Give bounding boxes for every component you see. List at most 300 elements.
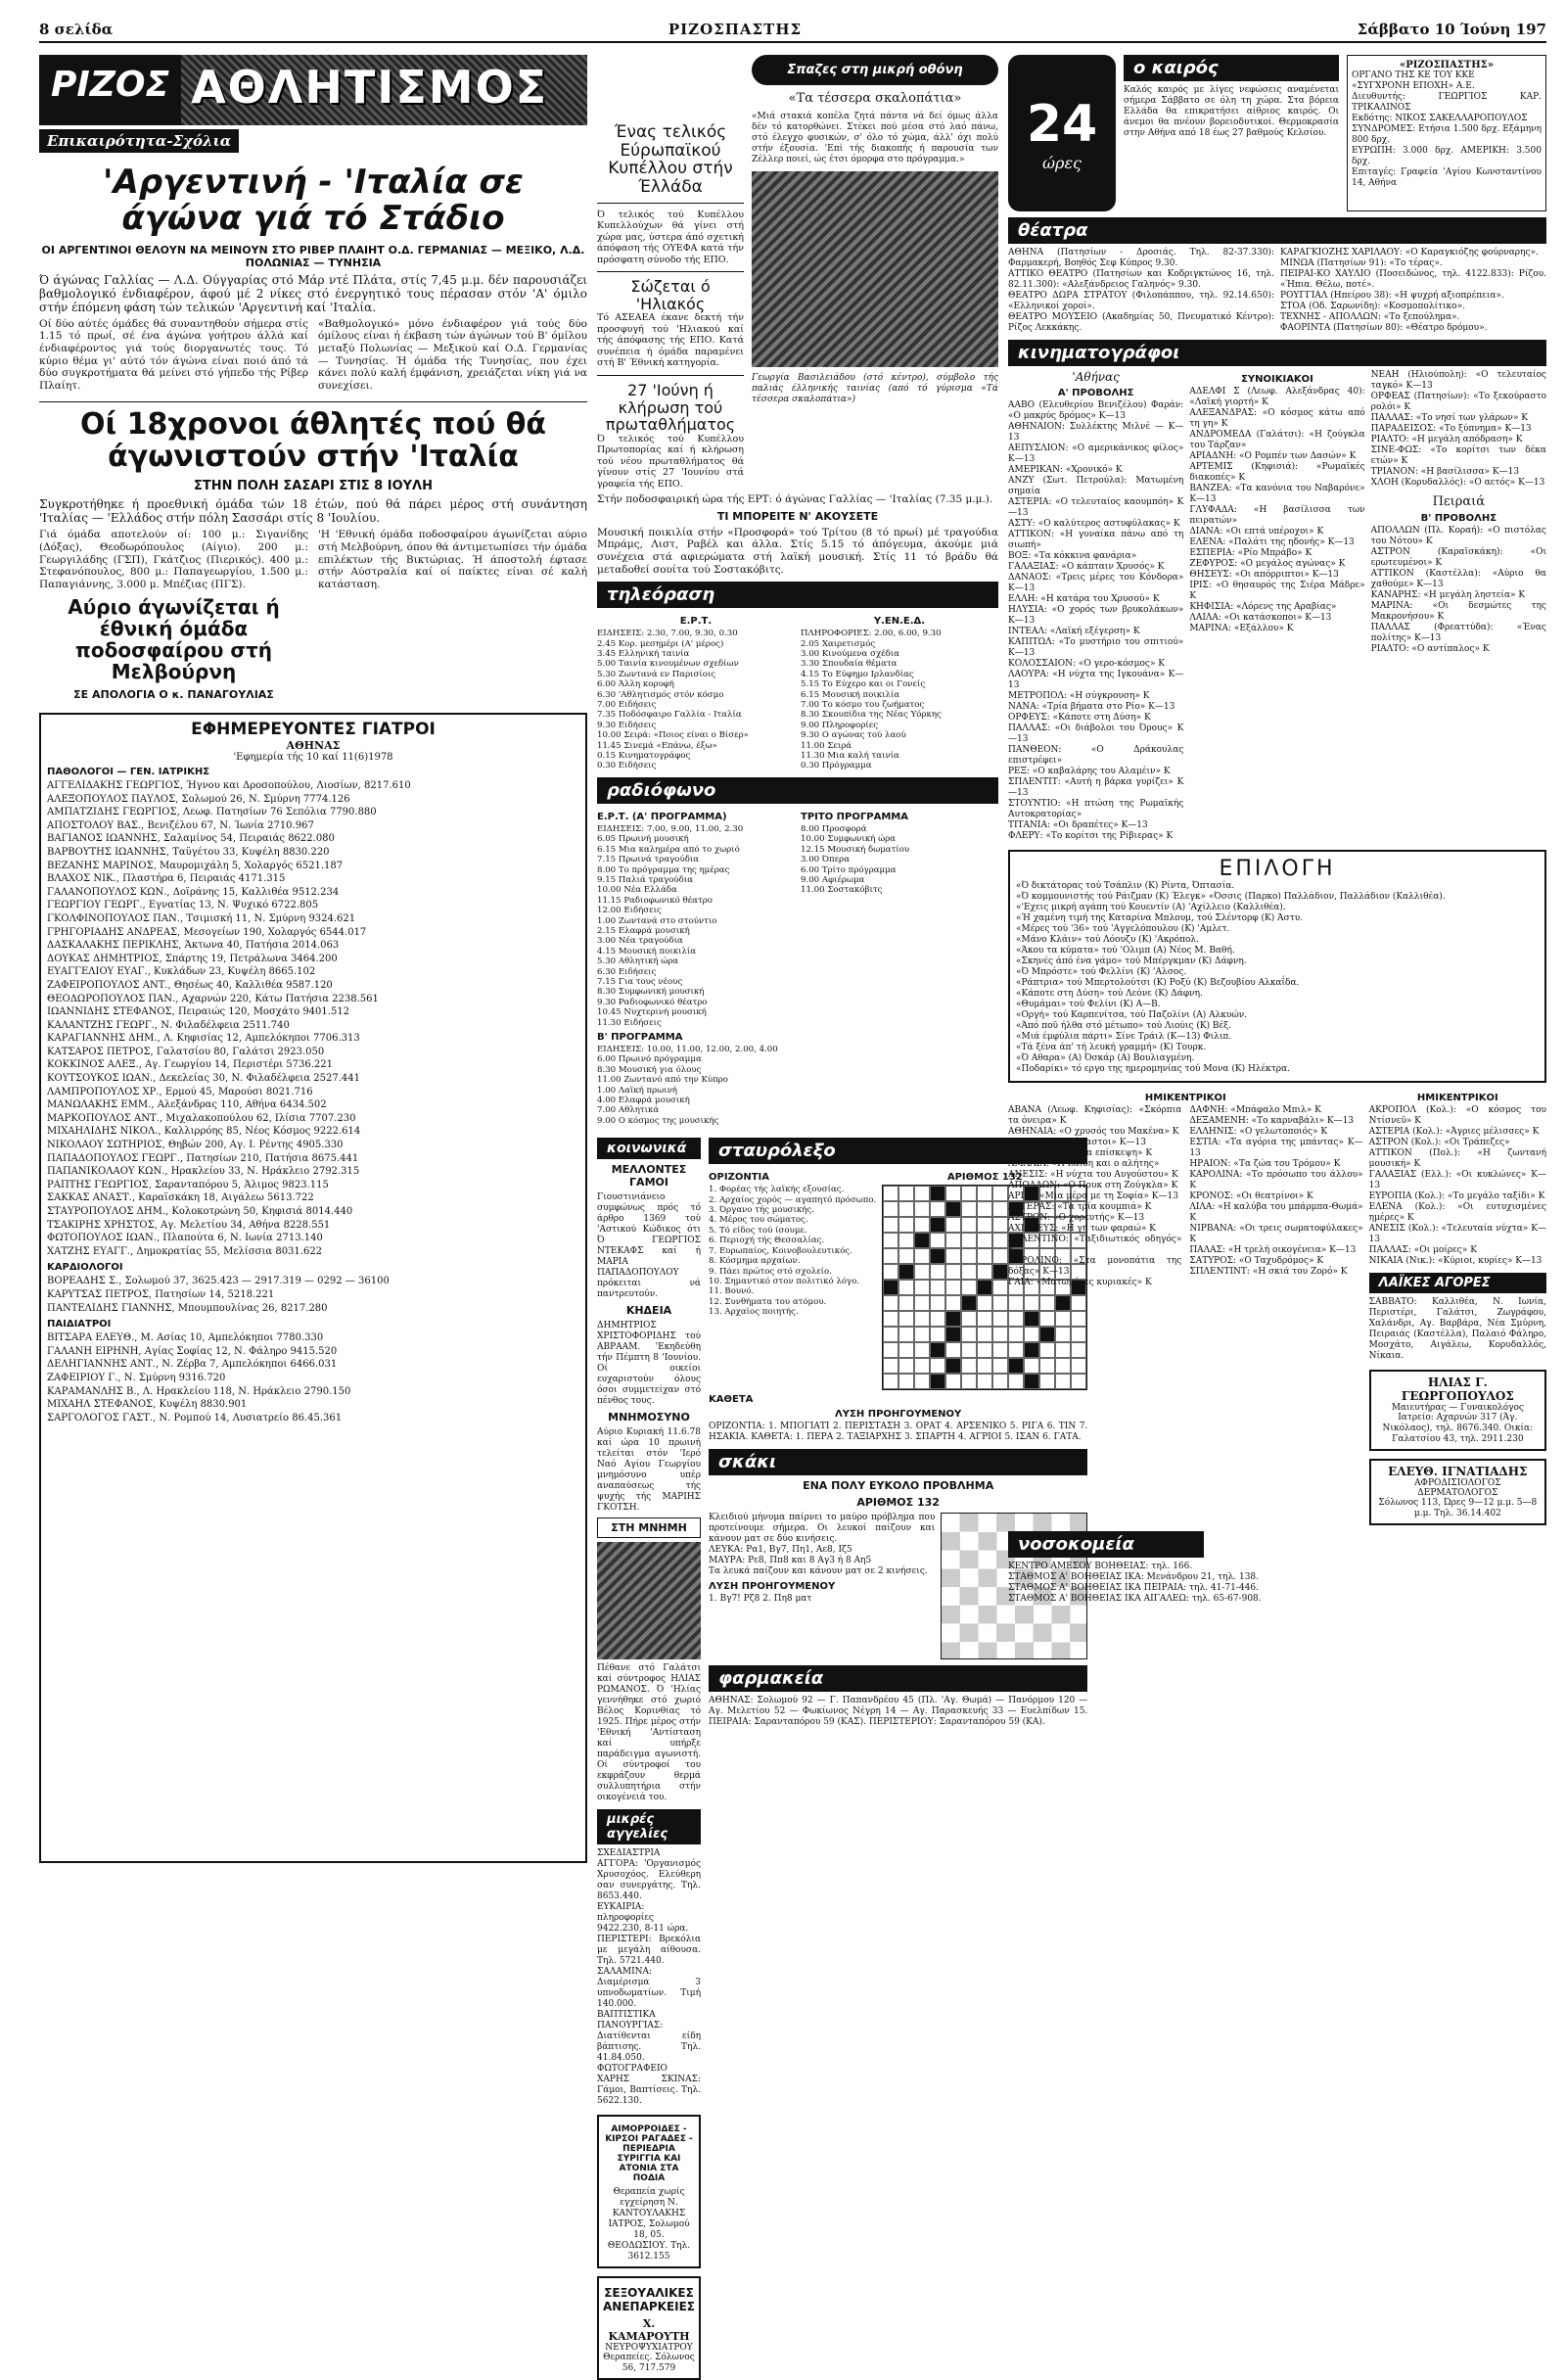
crossword-clue: 9. Πάει πρώτος στό σχολείο. (709, 1266, 832, 1277)
choice-entry: «Μέρες τού '36» τού 'Αγγελόπουλου (Κ) 'Αμλετ. (1016, 924, 1230, 935)
cinema-entry: ΑΙΓΛΗ: «Οι αδάμαστοι» Κ—13 (1008, 1138, 1146, 1148)
crossword-cell (992, 1264, 1008, 1280)
article-body: «Βαθμολογικό» μόνο ένδιαφέρον γιά τούς δύο όμίλους είναι ή έκβαση τών άγώνων τού Β' όμίλου μεταξύ Πολωνίας — Μεξικού καί Ο.Δ. Γερμανίας — Τυνησίας. Ή όμάδα τής Τυνησίας, που έχει κάνει πολύ καλή έμφάνιση, χρειάζεται νίκη γιά να συνεχίσει. (318, 317, 587, 392)
crossword-cell (945, 1295, 961, 1311)
doctor-entry: ΧΑΤΖΗΣ ΕΥΑΓΓ., Δημοκρατίας 55, Μελίσσια 8031.622 (47, 1245, 323, 1257)
doctor-entry: ΘΕΟΔΩΡΟΠΟΥΛΟΣ ΠΑΝ., Αχαρνών 220, Κάτω Πατήσια 2238.561 (47, 993, 379, 1004)
publisher-line: Διευθυντής: ΓΕΩΡΓΙΟΣ ΚΑΡ. ΤΡΙΚΑΛΙΝΟΣ (1352, 92, 1542, 113)
neuro-ad-body: Θεραπείες. Σόλωνος 56, 717.579 (603, 2353, 695, 2374)
radio-third-head: ΤΡΙΤΟ ΠΡΟΓΡΑΜΜΑ (801, 811, 908, 822)
publisher-line: Επιταγές: Γραφεία 'Αγίου Κωνσταντίνου 14, Αθήνα (1352, 167, 1542, 188)
small-ad: ΣΑΛΑΜΙΝΑ: Διαμέρισμα 3 υπνοδωματίων. Τιμή 140.000. (597, 1967, 702, 2010)
cinema-entry: ΠΑΛΛΑΣ: «Οι διάβολοι του Όρους» Κ—13 (1008, 723, 1184, 744)
crossword-cell (914, 1264, 930, 1280)
doctor-entry: ΜΑΝΩΛΑΚΗΣ ΕΜΜ., Αλεξάνδρας 110, Αθήνα 6434.502 (47, 1099, 327, 1111)
radio-highlight-title: ΤΙ ΜΠΟΡΕΙΤΕ Ν' ΑΚΟΥΣΕΤΕ (716, 509, 879, 523)
crossword-clue: 7. Ευρωπαίος, Κοινοβουλευτικός. (709, 1245, 852, 1256)
doctor-group-head: ΠΑΙΔΙΑΤΡΟΙ (47, 1319, 112, 1330)
cinema-entry: ΝΙΡΒΑΝΑ: «Οι τρεις σωματοφύλακες» Κ (1189, 1224, 1363, 1245)
in-memory-head: ΣΤΗ ΜΝΗΜΗ (597, 1517, 701, 1538)
cinema-entry: ΘΗΣΕΥΣ: «Οι απόρριπτοι» Κ—13 (1189, 570, 1339, 580)
crossword-number: ΑΡΙΘΜΟΣ 132 (946, 1172, 1023, 1184)
crossword-cell (945, 1201, 961, 1217)
doctor-ad-2-addr: Σόλωνος 113, Ώρες 9—12 μ.μ. 5—8 μ.μ. Τηλ. 36.14.402 (1378, 1498, 1538, 1519)
weather-title: ο καιρός (1124, 55, 1339, 81)
doctor-entry: ΔΕΛΗΓΙΑΝΝΗΣ ΑΝΤ., Ν. Ζέρβα 7, Αμπελόκηποι 6466.031 (47, 1359, 338, 1371)
crossword-cell (977, 1342, 992, 1358)
cinema-entry: ΜΑΡΙΝΑ: «Οι δεσμώτες της Μακρονήσου» Κ (1370, 601, 1546, 622)
cinema-entry: ΕΣΤΙΑ: «Τα αγόρια της μπάντας» Κ—13 (1189, 1138, 1363, 1159)
doctor-entry: ΚΟΚΚΙΝΟΣ ΑΛΕΞ., Αγ. Γεωργίου 14, Περιστέρι 5736.221 (47, 1059, 333, 1071)
theatre-entry: ΜΙΝΩΑ (Πατησίων 91): «Το τέρας». (1280, 258, 1443, 268)
cinema-entry: ΑΜΑΛΙΑ: «Η λαίδη και ο αλήτης» (1008, 1159, 1160, 1170)
crossword-cell (961, 1248, 977, 1264)
tv-program-line: 9.30 Ειδήσεις (597, 720, 657, 730)
tv-program-line: 7.00 Ειδήσεις (597, 700, 657, 711)
cinema-entry: ΦΛΕΡΥ: «Το κορίτσι της Ρίβιερας» Κ (1008, 831, 1174, 841)
subhead-argentina: ΟΙ ΑΡΓΕΝΤΙΝΟΙ ΘΕΛΟΥΝ ΝΑ ΜΕΙΝΟΥΝ ΣΤΟ ΡΙΒΕΡ ΠΛΑΙΗΤ Ο.Δ. ΓΕΡΜΑΝΙΑΣ — ΜΕΞΙΚΟ, Λ.Δ. ΠΟΛΩΝΙΑΣ — ΤΥΝΗΣΙΑ (41, 243, 585, 269)
cinema-entry: ΛΑΟΥΡΑ: «Η νύχτα της Ιγκουάνα» Κ—13 (1008, 670, 1184, 690)
radio-a-head: Ε.Ρ.Τ. (Α' ΠΡΟΓΡΑΜΜΑ) (597, 811, 727, 822)
crossword-cell (930, 1374, 945, 1389)
chess-solution: 1. Βγ7! Ρζ8 2. Πη8 ματ (709, 1594, 812, 1605)
yened-tv-head: Υ.ΕΝ.Ε.Δ. (873, 616, 926, 628)
24-logo: 24 (1026, 94, 1098, 154)
theatre-entry: ΦΑΟΡΙΝΤΑ (Πατησίων 80): «Θέατρο δρόμου». (1280, 323, 1488, 333)
crossword-cell (977, 1327, 992, 1342)
lead-paragraph: Συγκροτήθηκε ή προεθνική όμάδα τών 18 έτών, πού θά πάρει μέρος στή συνάντηση 'Ιταλίας — 'Ελλάδος στήν πόλη Σασσάρι στίς 8 'Ιουλίου. (39, 497, 587, 526)
theatre-entry: ΚΑΡΑΓΚΙΟΖΗΣ ΧΑΡΙΛΑΟΥ: «Ο Καραγκιόζης φούρναρης». (1280, 248, 1539, 257)
crossword-cell (977, 1186, 992, 1201)
tv-section-title: τηλεόραση (597, 582, 998, 608)
choice-box (1008, 850, 1546, 1083)
publisher-line: Εκδότης: ΝΙΚΟΣ ΣΑΚΕΛΛΑΡΟΠΟΥΛΟΣ (1352, 114, 1528, 123)
small-ads-title: μικρές αγγελίες (597, 1809, 701, 1844)
doctor-entry: ΚΑΤΣΑΡΟΣ ΠΕΤΡΟΣ, Γαλατσίου 80, Γαλάτσι 2923.050 (47, 1046, 325, 1057)
radio-program-line: 4.00 Ελαφρά μουσική (597, 1096, 690, 1106)
cinema-entry: ΑΣΤΡΟΝ (Κολ.): «Οι Τράπεζες» (1368, 1138, 1510, 1148)
radio-program-line: 7.15 Για τους νέους (597, 976, 683, 987)
small-ad: ΕΥΚΑΙΡΙΑ: πληροφορίες 9422.230, 8-11 ώρα. (597, 1902, 689, 1935)
radio-b-head: Β' ΠΡΟΓΡΑΜΜΑ (597, 1032, 683, 1043)
crossword-title: σταυρόλεξο (709, 1138, 1087, 1164)
cinema-entry: ΝΕΑΗ (Ηλιούπολη): «Ο τελευταίος ταγκό» Κ—13 (1370, 370, 1546, 391)
radio-program-line: 8.30 Μουσική για όλους (597, 1064, 702, 1075)
theatre-entry: ΑΘΗΝΑ (Πατησίων - Δροσιάς. Τηλ. 82-37.330): Φαρμακερή, Βοηθός Σεφ Κύπρος 9.30. (1008, 248, 1274, 268)
choice-entry: «Ράπτρια» τού Μπερτολούτσι (Κ) Ροξύ (Κ) Βεζουβίου Αλκαΐδα. (1016, 978, 1300, 989)
hospital-entry: ΣΤΑΘΜΟΣ Α' ΒΟΗΘΕΙΑΣ ΙΚΑ ΑΙΓΑΛΕΩ: τηλ. 65-67-908. (1008, 1594, 1262, 1605)
piraeus-head: Πειραιά (1432, 494, 1486, 509)
crossword-cell (930, 1264, 945, 1280)
small-ad: ΒΑΠΤΙΣΤΙΚΑ ΠΑΝΟΥΡΓΙΑΣ: Διατίθενται είδη βάπτισης. Τηλ. 41.84.050. (597, 2010, 702, 2064)
crossword-clue: 2. Αρχαίος χορός — αγαπητό πρόσωπο. (709, 1194, 877, 1205)
crossword-cell (992, 1233, 1008, 1248)
choice-entry: «Άπό ποϋ ήλθα στό μέτωπο» τού Λιούις (Κ) Βέξ. (1016, 1021, 1232, 1032)
clinic-ad (597, 2115, 701, 2268)
cinema-entry: ΠΑΛΛΑΣ: «Οι μοίρες» Κ (1368, 1245, 1477, 1256)
cinema-entry: ΔΕΞΑΜΕΝΗ: «Το καρναβάλι» Κ—13 (1189, 1116, 1355, 1127)
doctor-ad-1-name: ΗΛΙΑΣ Γ. ΓΕΩΡΓΟΠΟΥΛΟΣ (1401, 1376, 1514, 1404)
cinema-entry: ΑΧΙΛΛΕΥΣ: «Η γη των φαραώ» Κ (1008, 1224, 1156, 1235)
issue-date: Σάββατο 10 Ίούνη 197 (1357, 21, 1546, 38)
crossword-cell (914, 1201, 930, 1217)
tv-program-line: 3.45 Ελληνική ταινία (597, 649, 690, 659)
radio-program-line: ΕΙΔΗΣΕΙΣ: 10.00, 11.00, 12.00, 2.00, 4.00 (597, 1045, 778, 1054)
choice-entry: «Ό Μπρόστε» τού Φελλίνι (Κ) 'Αλσος. (1016, 967, 1187, 978)
tv-program-line: 11.00 Σειρά (801, 740, 852, 751)
football-note: Στήν ποδοσφαιρική ώρα τής ΕΡΤ: ό άγώνας Γαλλίας — 'Ιταλίας (7.35 μ.μ.). (597, 493, 993, 506)
cinema-entry: ΜΕΤΡΟΠΟΛ: «Η σύγκρουση» Κ (1008, 691, 1150, 701)
article-columns (39, 318, 587, 397)
tv-program-line: 0.30 Ειδήσεις (597, 761, 657, 771)
crossword-cell (961, 1217, 977, 1233)
neighbour-head: ΗΜΙΚΕΝΤΡΙΚΟΙ (1144, 1093, 1226, 1104)
crossword-cell (883, 1217, 898, 1233)
radio-program-line: 5.30 Αθλητική ώρα (597, 957, 679, 967)
radio-highlight-body: Μουσική ποικιλία στήν «Προσφορά» τού Τρίτου (8 τό πρωί) μέ τραγούδια Μπράμς, Λιστ, Ραβέλ και άλλα. Στίς 5.15 τό άπόγευμα, άκούμε μιά συνέχεια στά αφιερώματα στή λαϊκή μουσική. Στίς 11 τό βράδυ θά μεταδοθεί σουίτα τού Σοστακόβιτς. (597, 526, 998, 576)
subhead-sassari: ΣΤΗΝ ΠΟΛΗ ΣΑΣΑΡΙ ΣΤΙΣ 8 ΙΟΥΛΗ (193, 479, 433, 494)
crossword-cell (883, 1295, 898, 1311)
doctor-entry: ΚΑΡΥΤΣΑΣ ΠΕΤΡΟΣ, Πατησίων 14, 5218.221 (47, 1288, 275, 1300)
tv-program-line: 6.30 'Αθλητισμός στόν κόσμο (597, 689, 724, 700)
choice-entry: «Ό κομμουνιστής τού Ράιζμαν (Κ) Έλεγκ» «Όσσις (Παρκο) Παλλάδιον, Παλλάδιον (Καλλιθέα). (1016, 892, 1446, 903)
chess-white: ΛΕΥΚΑ: Ρα1, Βγ7, Πη1, Αε8, Ιζ5 (709, 1545, 852, 1556)
crossword-cell (930, 1327, 945, 1342)
theatre-entry: ΑΤΤΙΚΟ ΘΕΑΤΡΟ (Πατησίων και Κοδριγκτώνος 16, τηλ. 82.11.300): «Αλεξάνδρειος Γαληνός» 9.30. (1008, 269, 1274, 290)
cinema-entry: ΑΛΕΞΑΝΔΡΑΣ: «Ο κόσμος κάτω από τη γη» Κ (1189, 408, 1365, 429)
crossword-cell (945, 1311, 961, 1327)
sports-banner (39, 55, 587, 125)
doctor-entry: ΕΥΑΓΓΕΛΙΟΥ ΕΥΑΓ., Κυκλάδων 23, Κυψέλη 8665.102 (47, 966, 316, 978)
cinema-entry: ΑΣΤΡΟΝ: «Ο χορευτής» Κ—13 (1008, 1213, 1145, 1224)
cinema-entry: ΡΕΞ: «Ο καβαλάρης του Αλαμέιν» Κ (1008, 767, 1171, 776)
premieres-head: Α' ΠΡΟΒΟΛΗΣ (1057, 388, 1134, 398)
crossword-cell (992, 1217, 1008, 1233)
chess-problem-title: ΕΝΑ ΠΟΛΥ ΕΥΚΟΛΟ ΠΡΟΒΛΗΜΑ (803, 1479, 994, 1493)
tv-program-line: 10.00 Σειρά: «Ποιος είναι ο Βίσερ» (597, 730, 749, 741)
radio-section-title: ραδιόφωνο (597, 777, 998, 804)
crossword-cell (977, 1295, 992, 1311)
crossword-cell (945, 1327, 961, 1342)
cinema-entry: ΑΣΤΡΟΝ (Καραϊσκάκη): «Οι ερωτευμένοι» Κ (1370, 547, 1546, 568)
chess-title: σκάκι (709, 1449, 1087, 1475)
publisher-line: ΕΥΡΩΠΗ: 3.000 δρχ. ΑΜΕΡΙΚΗ: 3.500 δρχ. (1352, 146, 1542, 166)
publisher-line: «ΣΥΓΧΡΟΝΗ ΕΠΟΧΗ» Α.Ε. (1352, 81, 1475, 91)
choice-entry: «Οργή» τού Καρπενίτσα, τού Παζολίνι (Α) Αλκυών. (1016, 1010, 1248, 1021)
tv-program-line: ΠΛΗΡΟΦΟΡΙΕΣ: 2.00, 6.00, 9.30 (801, 629, 942, 639)
radio-program-line: 1.00 Ζωντανά στο στούντιο (597, 915, 717, 926)
cinema-entry: ΚΡΟΝΟΣ: «Οι θεατρίνοι» Κ (1189, 1191, 1313, 1202)
cinema-entry: ΒΟΞ: «Τα κόκκινα φανάρια» (1008, 551, 1137, 561)
radio-program-line: 9.00 Αφιέρωμα (801, 874, 865, 885)
doctor-entry: ΒΑΡΒΟΥΤΗΣ ΙΩΑΝΝΗΣ, Ταϋγέτου 33, Κυψέλη 8830.220 (47, 846, 330, 858)
social-column (597, 1132, 701, 2380)
doctor-entry: ΠΑΠΑΔΟΠΟΥΛΟΣ ΓΕΩΡΓ., Πατησίων 210, Πατήσια 8675.441 (47, 1152, 359, 1164)
divider (39, 401, 587, 402)
crossword-cell (992, 1374, 1008, 1389)
cinemas-title: κινηματογράφοι (1008, 340, 1546, 366)
cinema-entry: ΟΡΦΕΑΣ (Πατησίων): «Το ξεκούραστο ρολόι» Κ (1370, 392, 1546, 412)
cinema-entry: ΑΤΤΙΚΟΝ (Καστέλλα): «Αύριο θα χαθούμε» Κ—13 (1370, 569, 1546, 589)
crossword-cell (883, 1248, 898, 1264)
cinema-entry: ΓΑΛΑΞΙΑΣ: «Ο κάπταιν Χρυσός» Κ (1008, 562, 1165, 572)
radio-program-line: 8.00 Το πρόγραμμα της ημέρας (597, 864, 730, 875)
doctors-title: ΕΦΗΜΕΡΕΥΟΝΤΕΣ ΓΙΑΤΡΟΙ (191, 720, 436, 740)
cinemas-premieres-list (1008, 400, 1183, 842)
doctor-entry: ΣΑΚΚΑΣ ΑΝΑΣΤ., Καραϊσκάκη 18, Αιγάλεω 5613.722 (47, 1192, 314, 1204)
crossword-cell (977, 1280, 992, 1295)
doctor-entry: ΚΑΡΑΓΙΑΝΝΗΣ ΔΗΜ., Λ. Κηφισίας 12, Αμπελόκηποι 7706.313 (47, 1033, 360, 1045)
crossword-cell (883, 1280, 898, 1295)
cinema-entry: ΚΑΝΑΡΗΣ: «Η μεγάλη ληστεία» Κ (1370, 590, 1526, 600)
headline-iliakos: Σώζεται ό 'Ηλιακός (630, 277, 711, 313)
small-ad: ΣΧΕΔΙΑΣΤΡΙΑ ΑΓΓΟΡΑ: 'Οργανισμός Χρυσοχόος. Ελεύθερη σαν συνεργάτης. Τηλ. 8653.440. (597, 1848, 702, 1902)
cinema-entry: ΑΚΡΟΠΟΛ (Κολ.): «Ο κόσμος του Ντίσνεϋ» Κ (1368, 1105, 1546, 1127)
radio-program-line: 11.00 Σοστακόβιτς (801, 885, 883, 896)
crossword-clue: 5. Τό είδος τού ίσουμε. (709, 1225, 807, 1236)
publisher-line: ΟΡΓΑΝΟ ΤΗΣ ΚΕ ΤΟΥ ΚΚΕ (1352, 70, 1475, 80)
chess-black: ΜΑΥΡΑ: Ρε8, Ππ8 και 8 Αγ3 ή 8 Αη5 (709, 1556, 872, 1566)
crossword-cell (930, 1186, 945, 1201)
crossword-clues (709, 1185, 876, 1317)
choice-entry: «Τά ξένα άπ' τή λευκή γραμμή» (Κ) Τουρκ. (1016, 1043, 1207, 1053)
cinema-entry: ΙΡΙΣ: «Ο θησαυρός της Σιέρα Μάδρε» Κ (1189, 581, 1365, 601)
crossword-cell (883, 1233, 898, 1248)
theatres-left (1008, 248, 1274, 334)
crossword-cell (961, 1342, 977, 1358)
chess-mate: Τα λευκά παίζουν και κάνουν ματ σε 2 κινήσεις. (709, 1566, 928, 1577)
choice-title: ΕΠΙΛΟΓΗ (1219, 857, 1336, 881)
crossword-cell (883, 1201, 898, 1217)
doctor-entry: ΔΑΣΚΑΛΑΚΗΣ ΠΕΡΙΚΛΗΣ, Άκτωνα 40, Πατήσια 2014.063 (47, 940, 340, 952)
clinic-ad-title: ΑΙΜΟΡΡΟΙΔΕΣ - ΚΙΡΣΟΙ ΡΑΓΑΔΕΣ - ΠΕΡΙΕΔΡΙΑ ΣΥΡΙΓΓΙΑ ΚΑΙ ΑΤΟΝΙΑ ΣΤΑ ΠΟΔΙΑ (605, 2124, 693, 2184)
crossword-solution-head: ΛΥΣΗ ΠΡΟΗΓΟΥΜΕΝΟΥ (835, 1409, 962, 1421)
sports-section-title: ΑΘΛΗΤΙΣΜΟΣ (181, 55, 587, 125)
crossword-cell (930, 1358, 945, 1374)
doctor-entry: ΒΙΤΣΑΡΑ ΕΛΕΥΘ., Μ. Ασίας 10, Αμπελόκηποι 7780.330 (47, 1332, 324, 1344)
doctor-entry: ΖΑΦΕΙΡΟΠΟΥΛΟΣ ΑΝΤ., Θησέως 40, Καλλιθέα 9587.120 (47, 979, 333, 991)
doctor-ad-2 (1369, 1459, 1546, 1525)
radio-program-line: 10.00 Νέα Ελλάδα (597, 885, 677, 896)
future-marriages: ΜΕΛΛΟΝΤΕΣ ΓΑΜΟΙ (611, 1163, 687, 1190)
crossword-cell (898, 1311, 914, 1327)
doctor-entry: ΠΑΝΤΕΛΙΔΗΣ ΓΙΑΝΝΗΣ, Μπουμπουλίνας 26, 8217.280 (47, 1302, 328, 1314)
24-sub: ώρες (1042, 153, 1082, 172)
doctor-entry: ΝΙΚΟΛΑΟΥ ΣΩΤΗΡΙΟΣ, Θηβών 200, Αγ. Ι. Ρέντης 4905.330 (47, 1140, 344, 1151)
crossword-cell (961, 1233, 977, 1248)
small-ad: ΦΩΤΟΓΡΑΦΕΙΟ ΧΑΡΗΣ ΣΚΙΝΑΣ: Γάμοι, Βαπτίσεις. Τηλ. 5622.130. (597, 2064, 702, 2107)
tv-program-line: 5.00 Ταινία κινουμένων σχεδίων (597, 659, 739, 670)
hospitals-title: νοσοκομεία (1008, 1531, 1204, 1558)
crossword-cell (992, 1280, 1008, 1295)
crossword-cell (992, 1201, 1008, 1217)
doctor-entry: ΒΕΖΑΝΗΣ ΜΑΡΙΝΟΣ, Μαυρομιχάλη 5, Χολαργός 6521.187 (47, 860, 344, 871)
cinema-entry: ΠΑΝΘΕΟΝ: «Ο Δράκουλας επιστρέφει» (1008, 745, 1184, 766)
section-tag: Επικαιρότητα-Σχόλια (39, 129, 239, 153)
doctor-entry: ΚΑΡΑΜΑΝΛΗΣ Β., Λ. Ηρακλείου 118, Ν. Ηράκλειο 2790.150 (47, 1385, 351, 1397)
chess-solution-head: ΛΥΣΗ ΠΡΟΗΓΟΥΜΕΝΟΥ (709, 1581, 836, 1593)
small-ad: ΠΕΡΙΣΤΕΡΙ: Βρεκόλια με μεγάλη αίθουσα. Τηλ. 5721.440. (597, 1935, 702, 1967)
radio-schedules (597, 808, 998, 1126)
social-body: ΔΗΜΗΤΡΙΟΣ ΧΡΙΣΤΟΦΟΡΙΔΗΣ τού ΑΒΡΑΑΜ. 'Εκηδεύθη τήν Πέμπτη 8 'Ιουνίου. Οί οικείοι ευχαριστούν όλους όσοι συμμετείχαν στό πένθος τους. (597, 1321, 702, 1407)
choice-entry: «Ή χαμένη τιμή της Καταρίνα Μπλουμ, τού Σλέντορφ (Κ) Άστυ. (1016, 913, 1304, 924)
crossword-cell (992, 1248, 1008, 1264)
theatre-entry: ΤΕΧΝΗΣ - ΑΠΟΛΛΩΝ: «Το ξεπούλημα». (1280, 312, 1460, 322)
crossword-cell (883, 1264, 898, 1280)
cinema-entry: ΚΑΠΙΤΩΛ: «Το μυστήριο του σπιτιού» Κ—13 (1008, 637, 1184, 658)
headline-cup-final: Ένας τελικός Εύρωπαϊκού Κυπέλλου στήν Έλλάδα (608, 122, 733, 198)
choice-entry: «Θυμάμαι» τού Φελίνι (Κ) Α—Β. (1016, 1000, 1161, 1010)
doctor-entry: ΓΑΛΑΝΟΠΟΥΛΟΣ ΚΩΝ., Δοϊράνης 15, Καλλιθέα 9512.234 (47, 886, 340, 898)
cinema-entry: ΑΝΖΥ (Σωτ. Πετρούλα): Ματωμένη σημαία (1008, 476, 1184, 496)
radio-program-line: 6.00 Πρωινό πρόγραμμα (597, 1054, 702, 1065)
ert-tv-list (597, 629, 795, 771)
crossword-cell (961, 1264, 977, 1280)
cinema-entry: ΑΡΓΩ: «Μια μέρα με τη Σοφία» Κ—13 (1008, 1191, 1178, 1202)
crossword-clue: 8. Κόσμημα αρχαίων. (709, 1256, 801, 1267)
tv-program-line: 6.15 Μουσική ποικιλία (801, 689, 900, 700)
social-title: κοινωνικά (597, 1138, 701, 1159)
hospital-entry: ΣΤΑΘΜΟΣ Α' ΒΟΗΘΕΙΑΣ ΙΚΑ ΠΕΙΡΑΙΑ: τηλ. 41-71-446. (1008, 1583, 1259, 1594)
choice-entry: «Ό δικτάτορας τού Τσάπλιν (Κ) Ρίντα, Όπτασία. (1016, 881, 1235, 892)
yened-tv-list (801, 629, 998, 771)
tv-program-line: 3.00 Κινούμενα σχέδια (801, 649, 899, 659)
radio-b-list (597, 1045, 795, 1126)
neuro-ad-title: ΣΕΞΟΥΑΛΙΚΕΣ ΑΝΕΠΑΡΚΕΙΕΣ (603, 2286, 696, 2314)
crossword-cell (898, 1248, 914, 1264)
doctor-entry: ΓΡΗΓΟΡΙΑΔΗΣ ΑΝΔΡΕΑΣ, Μεσογείων 190, Χολαργός 6544.017 (47, 926, 367, 938)
radio-program-line: 11.00 Ζωντανό από την Κύπρο (597, 1075, 728, 1086)
crossword-cell (992, 1311, 1008, 1327)
crossword-cell (945, 1280, 961, 1295)
pharmacies-body: ΑΘΗΝΑΣ: Σολωμού 92 — Γ. Παπανδρέου 45 (Πλ. 'Αγ. Θωμά) — Πανόρμου 120 — Αγ. Μελετίου 52 — Φωκίωνος Νέγρη 14 — Αγ. Παρασκευής 33 — Ευελπίδων 15. ΠΕΙΡΑΙΑ: Σαρανταπόρου 59 (ΚΑΣ). ΠΕΡΙΣΤΕΡΙΟΥ: Σαρανταπόρου 59 (ΚΑ). (709, 1696, 1088, 1728)
doctor-entry: ΒΟΡΕΑΔΗΣ Σ., Σολωμού 37, 3625.423 — 2917.319 — 0292 — 36100 (47, 1276, 390, 1287)
tv-program-line: 8.30 Σκουπίδια της Νέας Υόρκης (801, 710, 942, 721)
cinema-entry: ΡΙΑΛΤΟ: «Η μεγάλη απόδραση» Κ (1370, 435, 1523, 444)
radio-program-line: 4.15 Μουσική ποικιλία (597, 946, 697, 957)
doctor-ad-1-addr: Ιατρείο: Αχαρνών 317 (Άγ. Νικόλαος), τηλ. 8676.340. Οικία: Γαλατσίου 43, τηλ. 2911.230 (1382, 1413, 1534, 1445)
choice-entry: «Ό Αθαρα» (Α) Όσκάρ (Α) Βουλιαγμένη. (1016, 1053, 1195, 1064)
crossword-cell (914, 1327, 930, 1342)
crossword-cell (945, 1374, 961, 1389)
crossword-clue: 11. Βουνό. (709, 1286, 755, 1297)
crossword-cell (898, 1295, 914, 1311)
doctor-entry: ΑΛΕΞΟΠΟΥΛΟΣ ΠΑΥΛΟΣ, Σολωμού 26, Ν. Σμύρνη 7774.126 (47, 793, 350, 805)
choice-entry: «Ποδαρίκι» τό εργο της ημερομηνίας τού Μονα (Κ) Ηλέκτρα. (1016, 1064, 1291, 1075)
crossword-cell (898, 1233, 914, 1248)
cinema-entry: ΑΒΑΝΑ (Λεωφ. Κηφισίας): «Σκόρπια τα όνειρα» Κ (1008, 1105, 1182, 1127)
crossword-cell (930, 1248, 945, 1264)
crossword-cell (914, 1295, 930, 1311)
crossword-cell (945, 1186, 961, 1201)
doctor-entry: ΑΠΟΣΤΟΛΟΥ ΒΑΣ., Βενιζέλου 67, Ν. Ίωνία 2710.967 (47, 819, 314, 831)
tv-preview-body: «Μιά στακιά κοπέλα ζητά πάντα νά δεί όμως άλλα δέν τό κατορθώνει. Στέκει πού μέσα στό λαό πάνω, στό έλεγχο φυσικών, σ' όλο τό χώμα, άλλ' όχι πολύ στήν έξουσία. 'Επί τής διακοπής ή παρουσία των Ζέλλερ ποιεί, ώς έτσι όμορφα στο πρόγραμμα.» (752, 112, 998, 164)
social-body: Πέθανε στό Γαλάτσι καί σύντροφος ΗΛΙΑΣ ΡΩΜΑΝΟΣ. Ό 'Ηλίας γεννήθηκε στό χωριό Βέλος Κορινθίας τό 1925. Πήρε μέρος στήν 'Εθνική 'Αντίσταση καί υπήρξε παράδειγμα αγωνιστή. Οί σύντροφοί του εκφράζουν θερμά συλλυπητήρια στήν οικογένειά του. (597, 1663, 702, 1803)
cinema-entry: ΛΑΙΛΑ: «Οι κατάσκοποι» Κ—13 (1189, 613, 1332, 623)
tv-program-line: 2.45 Κορ. μεσημέρι (Α' μέρος) (597, 638, 724, 649)
right2-list (1369, 1105, 1546, 1267)
cinema-entry: ΧΛΟΗ (Κορυδαλλός): «Ο αετός» Κ—13 (1370, 478, 1545, 488)
folk-markets-title: ΛΑΪΚΕΣ ΑΓΟΡΕΣ (1369, 1273, 1546, 1293)
doctor-entry: ΓΑΛΑΝΗ ΕΙΡΗΝΗ, Αγίας Σοφίας 12, Ν. Φάληρο 9415.520 (47, 1345, 338, 1357)
cinema-entry: ΑΣΤΕΡΙΑ (Κολ.): «Άγριες μέλισσες» Κ (1368, 1127, 1540, 1138)
cinema-entry: ΒΑΛΕΝΤΙΝΟ: «Ταξιδιωτικός οδηγός» Κ (1008, 1235, 1182, 1256)
radio-program-line: 10.45 Νυχτερινή μουσική (597, 1007, 707, 1018)
crossword-cell (914, 1233, 930, 1248)
choice-entry: «Κάποτε στη Δύση» τού Λεόνε (Κ) Δάφνη. (1016, 989, 1203, 1000)
crossword-cell (977, 1358, 992, 1374)
doctor-ad-1-role: Μαιευτήρας — Γυναικολόγος (1391, 1403, 1524, 1414)
social-body: Γιουστινιάνειο συμφώνως πρός τό άρθρο 1369 τού 'Αστικού Κώδικος ότι Ό ΓΕΩΡΓΙΟΣ ΝΤΕΚΑΦΣ καί ή ΜΑΡΙΑ ΠΑΠΑΔΟΠΟΥΛΟΥ πρόκειται νά παντρευτούν. (597, 1192, 702, 1300)
crossword-cell (914, 1374, 930, 1389)
crossword-cell (992, 1342, 1008, 1358)
clinic-ad-body: Θεραπεία χωρίς εγχείρηση Ν. ΚΑΝΤΟΥΛΑΚΗΣ ΙΑΤΡΟΣ, Σολωμού 18, 05. ΘΕΟΔΩΣΙΟΥ. Τηλ. 3612.155 (607, 2187, 691, 2263)
folk-markets-body: ΣΑΒΒΑΤΟ: Καλλιθέα, Ν. Ιωνία, Περιστέρι, Γαλάτσι, Ζωγράφου, Χαλάνδρι, Αγ. Βαρβάρα, Νέα Σμύρνη, Πειραιάς (Καστέλλα), Παλαιό Φάληρο, Μοσχάτο, Αιγάλεω, Κορυδαλλός, Νίκαια. (1368, 1297, 1546, 1362)
memorial-head: ΜΝΗΜΟΣΥΝΟ (608, 1411, 690, 1424)
radio-program-line: 1.00 Λαϊκή πρωινή (597, 1085, 677, 1096)
masthead (39, 18, 1546, 43)
publisher-title: «ΡΙΖΟΣΠΑΣΤΗΣ» (1399, 60, 1494, 70)
piraeus-sub: Β' ΠΡΟΒΟΛΗΣ (1420, 513, 1497, 524)
neuro-ad (597, 2276, 701, 2380)
cinema-entry: ΝΙΚΑΙΑ (Νικ.): «Κύριοι, κυρίες» Κ—13 (1368, 1256, 1543, 1267)
crossword-cell (914, 1280, 930, 1295)
film-still-photo (752, 171, 998, 367)
pharmacies-title: φαρμακεία (709, 1665, 1087, 1692)
cinema-entry: ΠΑΛΛΑΣ: «Το νησί των γλάρων» Κ (1370, 413, 1528, 423)
crossword-cell (883, 1358, 898, 1374)
cinema-entry: ΑΣΤΥ: «Ο καλύτερος αστυφύλακας» Κ (1008, 519, 1180, 529)
doctors-on-duty-box (39, 713, 587, 1863)
cinema-entry: ΛΙΛΑ: «Η καλύβα του μπάρμπα-Θωμά» Κ (1189, 1202, 1363, 1224)
crossword-cell (977, 1248, 992, 1264)
radio-program-line: 8.30 Συμφωνική μουσική (597, 987, 705, 998)
crossword-cell (898, 1374, 914, 1389)
radio-program-line: 2.15 Ελαφρά μουσική (597, 925, 690, 936)
choice-entry: «Άκου τα κύματα» τού 'Ολιμπ (Α) Νέος Μ. Βαθή. (1016, 946, 1235, 957)
doctor-entry: ΒΑΓΙΑΝΟΣ ΙΩΑΝΝΗΣ, Σαλαμίνος 54, Πειραιάς 8622.080 (47, 833, 335, 845)
cinema-entry: ΖΕΦΥΡΟΣ: «Ο μεγάλος αγώνας» Κ (1189, 559, 1346, 569)
cinema-entry: ΕΣΠΕΡΙΑ: «Ρίο Μπράβο» Κ (1189, 548, 1313, 558)
doctor-entry: ΚΑΛΑΝΤΖΗΣ ΓΕΩΡΓ., Ν. Φιλαδέλφεια 2511.740 (47, 1019, 290, 1031)
doctor-entry: ΡΑΠΤΗΣ ΓΕΩΡΓΙΟΣ, Σαρανταπόρου 5, Άλιμος 9823.115 (47, 1179, 329, 1190)
headline-young-athletes: Οί 18χρονοι άθλητές πού θά άγωνιστούν στήν 'Ιταλία (80, 407, 546, 475)
radio-program-line: 12.15 Μουσική δωματίου (801, 844, 910, 855)
chess-number: ΑΡΙΘΜΟΣ 132 (856, 1496, 940, 1510)
portrait-photo (597, 1542, 701, 1659)
tv-program-line: 11.45 Σινεμά «Επάνω, έξω» (597, 740, 717, 751)
crossword-cell (961, 1201, 977, 1217)
radio-program-line: 7.15 Πρωινά τραγούδια (597, 855, 700, 865)
cinema-entry: ΚΑΡΟΛΙΝΑ: «Το πρόσωπο του άλλου» Κ (1189, 1170, 1363, 1191)
doctor-entry: ΣΑΡΓΟΛΟΓΟΣ ΓΑΣΤ., Ν. Ρομπού 14, Λυσιατρείο 86.45.361 (47, 1412, 343, 1423)
radio-third-list (801, 824, 998, 896)
radio-program-line: 6.15 Μια καλημέρα από το χωριό (597, 844, 740, 855)
radio-program-line: 11.15 Ραδιοφωνικό θέατρο (597, 895, 713, 906)
crossword-cell (914, 1358, 930, 1374)
tv-program-line: 3.30 Σπουδαία θέματα (801, 659, 898, 670)
doctor-entry: ΒΛΑΧΟΣ ΝΙΚ., Πλαστήρα 6, Πειραιάς 4171.315 (47, 873, 286, 885)
tv-program-line: 9.00 Πληροφορίες (801, 720, 879, 730)
cinema-entry: ΑΡΙΑΔΝΗ: «Ο Ρομπέν των Δασών» Κ (1189, 451, 1357, 461)
cinema-entry: ΑΘΗΝΑΙΑ: «Ο χρυσός του Μακένα» Κ (1008, 1127, 1179, 1138)
crossword-clue: 1. Φορέας τής λαϊκής εξουσίας. (709, 1185, 845, 1195)
tv-program-line: 2.05 Χαιρετισμός (801, 638, 876, 649)
article-columns (39, 529, 587, 705)
doctor-entry: ΠΑΠΑΝΙΚΟΛΑΟΥ ΚΩΝ., Ηρακλείου 33, Ν. Ηράκλειο 2792.315 (47, 1166, 360, 1178)
crossword-cell (898, 1264, 914, 1280)
doctor-entry: ΔΟΥΚΑΣ ΔΗΜΗΤΡΙΟΣ, Σπάρτης 19, Πετράλωνα 3464.200 (47, 953, 338, 964)
